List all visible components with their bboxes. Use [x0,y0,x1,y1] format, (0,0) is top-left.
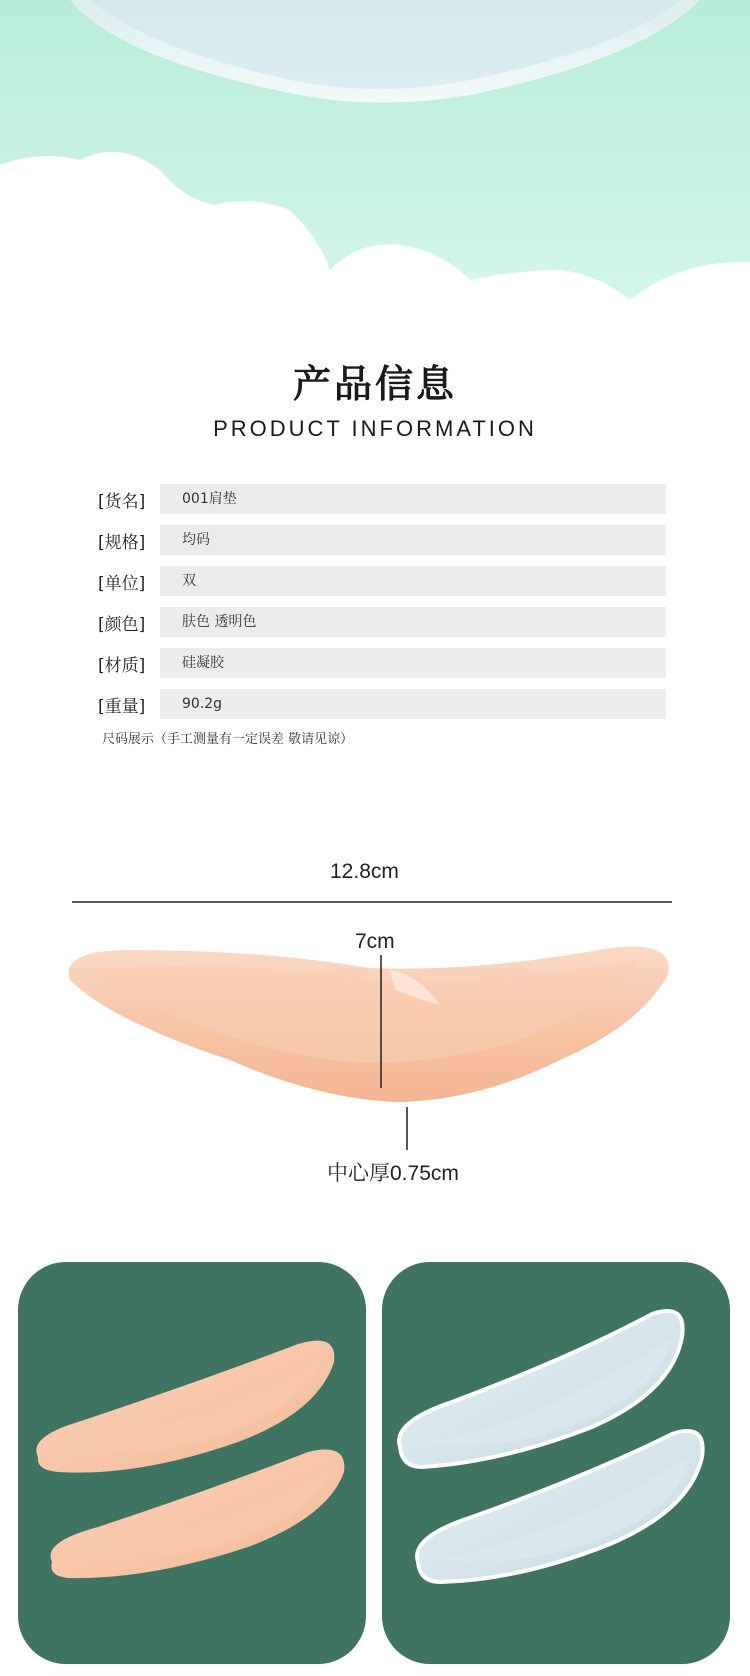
clear-color-card [382,1262,730,1664]
shoulder-pad-diagram [0,860,750,1190]
size-note: 尺码展示（手工测量有一定误差 敬请见谅） [102,732,354,747]
info-label: [颜色] [98,614,146,635]
info-row-unit [98,566,666,596]
info-label: [规格] [98,532,146,553]
height-label: 7cm [355,930,395,953]
title-english: PRODUCT INFORMATION [213,416,537,441]
info-row-spec [98,525,666,555]
product-info-table [98,484,666,730]
info-value: 001肩垫 [160,484,666,514]
clear-pads-image [382,1262,730,1664]
skin-color-card [18,1262,366,1664]
info-label: [货名] [98,491,146,512]
info-row-material [98,648,666,678]
skin-pads-image [18,1262,366,1664]
hero-cloud-illustration [0,0,750,320]
thickness-label: 中心厚0.75cm [327,1162,459,1185]
info-value: 90.2g [160,689,666,719]
section-title [0,362,750,442]
info-value: 双 [160,566,666,596]
info-label: [单位] [98,573,146,594]
info-value: 肤色 透明色 [160,607,666,637]
info-label: [材质] [98,655,146,676]
info-row-color [98,607,666,637]
info-label: [重量] [98,696,146,717]
info-value: 均码 [160,525,666,555]
size-diagram [0,860,750,1190]
info-value: 硅凝胶 [160,648,666,678]
info-row-weight [98,689,666,719]
hero-banner [0,0,750,320]
width-label: 12.8cm [330,860,399,883]
info-row-name [98,484,666,514]
title-chinese: 产品信息 [292,362,457,406]
